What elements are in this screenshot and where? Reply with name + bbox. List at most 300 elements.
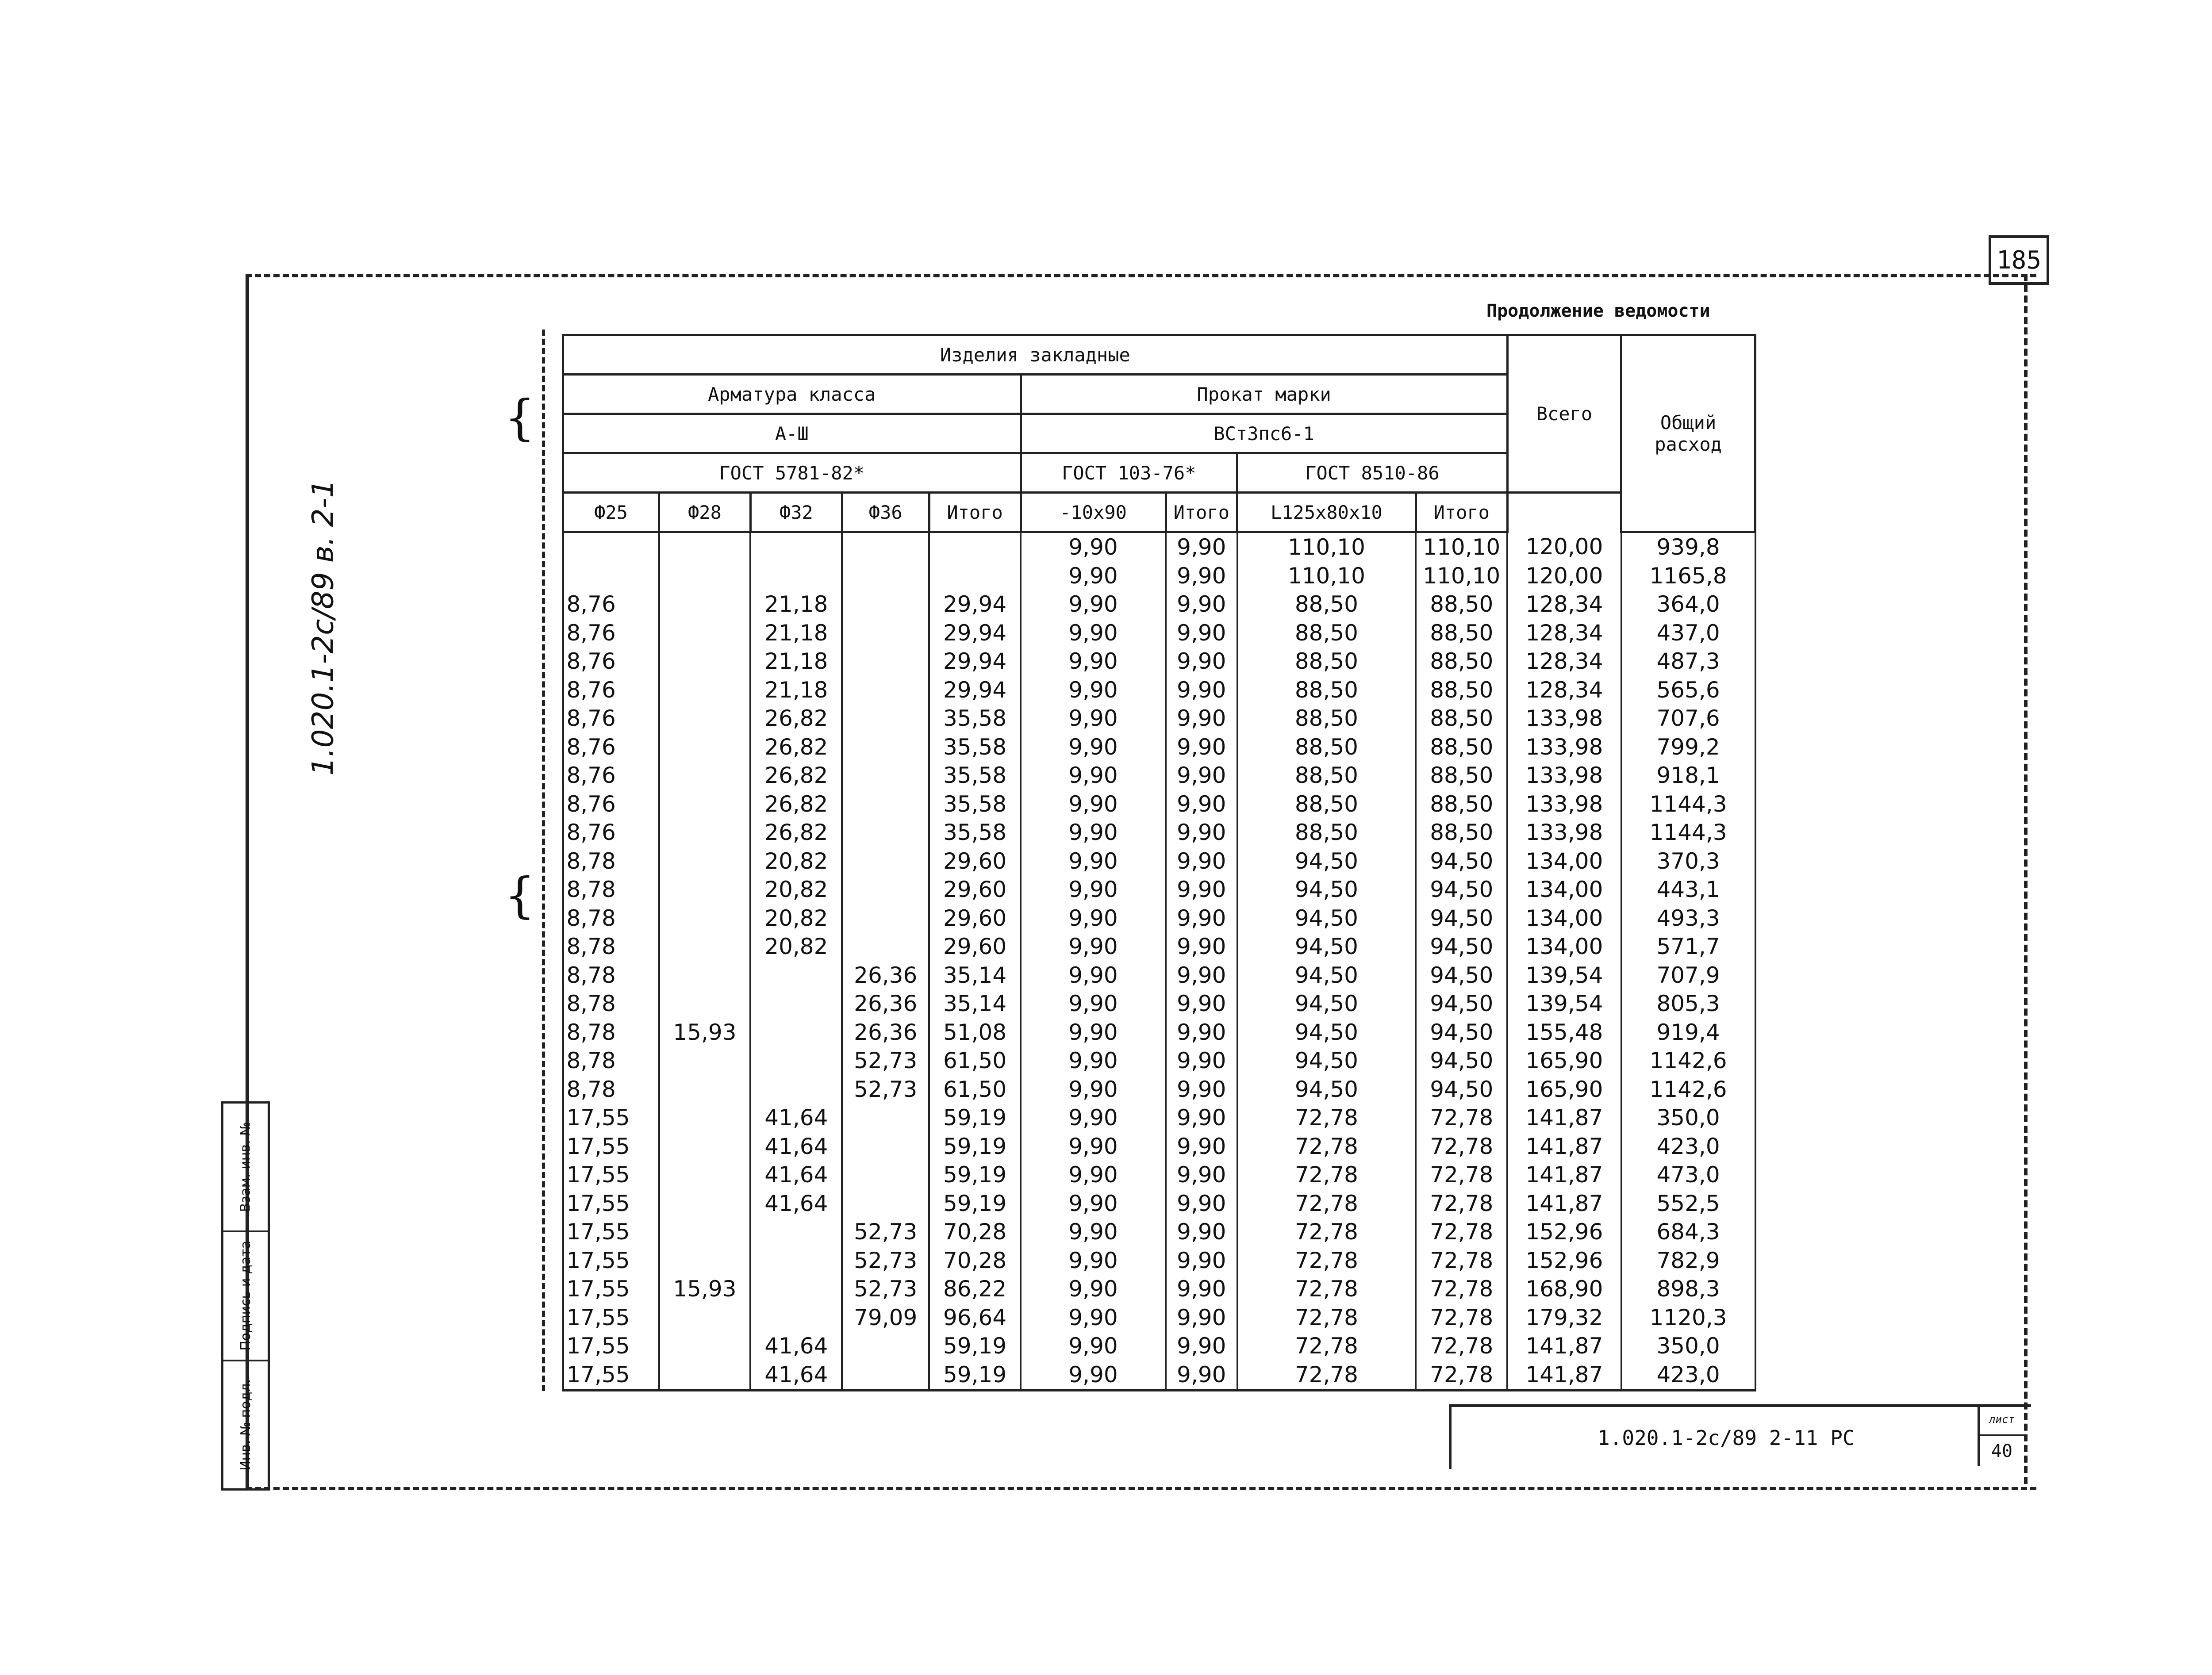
table-cell: 9,90 (1021, 1132, 1166, 1161)
table-row (563, 562, 1755, 590)
table-cell (659, 989, 751, 1018)
table-cell: 88,50 (1416, 676, 1507, 705)
table-cell: 1144,3 (1621, 790, 1755, 819)
table-cell: 364,0 (1621, 590, 1755, 619)
table-cell: 72,78 (1237, 1218, 1416, 1246)
table-cell (842, 1161, 929, 1189)
column-header: Ф36 (842, 493, 929, 532)
table-cell: 9,90 (1166, 1104, 1237, 1132)
table-cell: 94,50 (1416, 904, 1507, 933)
table-cell: 9,90 (1021, 790, 1166, 819)
table-cell (659, 733, 751, 762)
table-cell: 79,09 (842, 1303, 929, 1332)
table-cell: 9,90 (1021, 1046, 1166, 1075)
table-cell (659, 676, 751, 705)
table-cell: 9,90 (1021, 1303, 1166, 1332)
table-cell: 9,90 (1021, 1161, 1166, 1189)
table-cell: 72,78 (1237, 1132, 1416, 1161)
table-row (563, 875, 1755, 904)
table-cell: 94,50 (1416, 1046, 1507, 1075)
header-group: Изделия закладные (563, 335, 1508, 375)
table-cell: 94,50 (1416, 989, 1507, 1018)
table-cell (750, 532, 842, 562)
table-row (563, 1046, 1755, 1075)
table-cell (659, 1218, 751, 1246)
table-cell (659, 532, 751, 562)
table-cell: 35,58 (929, 790, 1021, 819)
table-cell (659, 562, 751, 590)
table-cell: 29,94 (929, 676, 1021, 705)
table-cell: 133,98 (1507, 818, 1621, 847)
table-cell: 9,90 (1021, 532, 1166, 562)
sheet-label: лист (1980, 1404, 2024, 1436)
table-cell: 423,0 (1621, 1361, 1755, 1391)
table-cell (842, 875, 929, 904)
header-obshchiy: Общий расход (1621, 335, 1755, 532)
table-cell: 782,9 (1621, 1246, 1755, 1275)
table-cell (659, 1132, 751, 1161)
table-cell: 8,76 (563, 733, 659, 762)
table-cell: 8,76 (563, 761, 659, 790)
table-cell: 94,50 (1237, 847, 1416, 876)
table-cell: 8,78 (563, 1046, 659, 1075)
table-cell: 9,90 (1166, 619, 1237, 648)
table-cell: 17,55 (563, 1218, 659, 1246)
table-cell: 473,0 (1621, 1161, 1755, 1189)
table-cell: 9,90 (1166, 847, 1237, 876)
table-row (563, 532, 1755, 562)
table-cell (750, 1018, 842, 1047)
table-row (563, 1104, 1755, 1132)
table-cell: 134,00 (1507, 875, 1621, 904)
table-cell: 8,76 (563, 676, 659, 705)
table-cell (659, 1161, 751, 1189)
table-cell: 94,50 (1237, 989, 1416, 1018)
table-cell: 41,64 (750, 1332, 842, 1361)
table-cell: 684,3 (1621, 1218, 1755, 1246)
table-cell: 21,18 (750, 619, 842, 648)
header-gost1: ГОСТ 103-76* (1021, 453, 1237, 493)
table-cell: 707,6 (1621, 704, 1755, 733)
table-cell (842, 1361, 929, 1391)
table-cell: 134,00 (1507, 932, 1621, 961)
table-cell: 94,50 (1237, 1018, 1416, 1047)
table-cell: 29,60 (929, 932, 1021, 961)
materials-table (562, 334, 1756, 1391)
table-cell: 9,90 (1021, 818, 1166, 847)
table-cell: 9,90 (1166, 1246, 1237, 1275)
table-cell: 9,90 (1021, 647, 1166, 676)
table-row (563, 676, 1755, 705)
table-row (563, 1218, 1755, 1246)
table-cell: 128,34 (1507, 676, 1621, 705)
table-row (563, 1361, 1755, 1391)
table-cell: 52,73 (842, 1075, 929, 1104)
table-cell: 9,90 (1021, 1075, 1166, 1104)
table-cell: 8,78 (563, 1075, 659, 1104)
table-cell: 17,55 (563, 1303, 659, 1332)
table-cell (659, 647, 751, 676)
table-cell: 9,90 (1166, 1332, 1237, 1361)
table-cell: 88,50 (1237, 818, 1416, 847)
table-cell: 59,19 (929, 1332, 1021, 1361)
table-cell: 94,50 (1237, 1075, 1416, 1104)
table-cell: 9,90 (1166, 676, 1237, 705)
table-cell: 70,28 (929, 1246, 1021, 1275)
table-row (563, 904, 1755, 933)
table-cell: 9,90 (1166, 818, 1237, 847)
table-cell: 72,78 (1416, 1218, 1507, 1246)
table-cell: 94,50 (1416, 847, 1507, 876)
table-cell: 26,36 (842, 989, 929, 1018)
header-gost2: ГОСТ 8510-86 (1237, 453, 1508, 493)
table-cell: 88,50 (1237, 704, 1416, 733)
table-cell: 94,50 (1416, 961, 1507, 990)
table-row (563, 590, 1755, 619)
table-cell: 487,3 (1621, 647, 1755, 676)
column-header: Итого (1416, 493, 1507, 532)
table-cell: 72,78 (1416, 1132, 1507, 1161)
table-cell: 152,96 (1507, 1246, 1621, 1275)
table-cell: 72,78 (1416, 1104, 1507, 1132)
table-cell (842, 932, 929, 961)
table-cell: 20,82 (750, 875, 842, 904)
table-row (563, 761, 1755, 790)
table-cell: 565,6 (1621, 676, 1755, 705)
table-cell: 9,90 (1166, 1046, 1237, 1075)
table-cell (842, 1332, 929, 1361)
table-row (563, 1303, 1755, 1332)
table-cell: 72,78 (1416, 1303, 1507, 1332)
table-cell: 165,90 (1507, 1046, 1621, 1075)
table-cell: 35,58 (929, 704, 1021, 733)
table-cell: 72,78 (1416, 1189, 1507, 1218)
table-cell (750, 1246, 842, 1275)
table-cell: 15,93 (659, 1275, 751, 1303)
table-cell: 128,34 (1507, 590, 1621, 619)
table-cell: 9,90 (1166, 1075, 1237, 1104)
table-cell (842, 818, 929, 847)
drawing-frame-right (2024, 274, 2028, 1484)
table-cell: 17,55 (563, 1104, 659, 1132)
column-header: Итого (929, 493, 1021, 532)
table-cell: 15,93 (659, 1018, 751, 1047)
table-cell (659, 1332, 751, 1361)
doc-title: Продолжение ведомости (1486, 301, 1710, 321)
table-cell: 898,3 (1621, 1275, 1755, 1303)
table-cell: 94,50 (1416, 1018, 1507, 1047)
table-cell: 370,3 (1621, 847, 1755, 876)
table-cell: 8,78 (563, 875, 659, 904)
table-cell: 110,10 (1237, 532, 1416, 562)
table-cell: 59,19 (929, 1132, 1021, 1161)
table-row (563, 1161, 1755, 1189)
table-cell: 9,90 (1021, 562, 1166, 590)
table-cell: 141,87 (1507, 1189, 1621, 1218)
table-cell: 9,90 (1021, 847, 1166, 876)
table-cell: 9,90 (1166, 562, 1237, 590)
table-cell: 35,58 (929, 733, 1021, 762)
table-cell: 9,90 (1021, 1332, 1166, 1361)
table-cell (563, 532, 659, 562)
header-prokat: Прокат марки (1021, 375, 1507, 414)
table-cell (659, 1361, 751, 1391)
table-cell: 350,0 (1621, 1332, 1755, 1361)
table-row (563, 1189, 1755, 1218)
table-cell: 9,90 (1166, 1275, 1237, 1303)
table-cell (842, 532, 929, 562)
table-row (563, 818, 1755, 847)
table-cell (842, 676, 929, 705)
table-cell: 17,55 (563, 1246, 659, 1275)
column-header: Ф32 (750, 493, 842, 532)
title-block (1449, 1404, 2031, 1469)
table-cell: 8,76 (563, 790, 659, 819)
table-cell: 72,78 (1237, 1361, 1416, 1391)
table-cell (750, 1275, 842, 1303)
table-cell: 29,60 (929, 904, 1021, 933)
table-cell: 9,90 (1166, 1303, 1237, 1332)
table-cell: 9,90 (1166, 704, 1237, 733)
table-cell: 1144,3 (1621, 818, 1755, 847)
table-cell: 21,18 (750, 647, 842, 676)
table-cell: 41,64 (750, 1189, 842, 1218)
header-armatura-gost: ГОСТ 5781-82* (563, 453, 1021, 493)
table-cell: 9,90 (1021, 1246, 1166, 1275)
table-cell: 26,82 (750, 790, 842, 819)
table-cell: 94,50 (1416, 875, 1507, 904)
table-cell: 141,87 (1507, 1361, 1621, 1391)
table-cell: 134,00 (1507, 847, 1621, 876)
table-cell (929, 562, 1021, 590)
table-cell: 9,90 (1166, 961, 1237, 990)
table-cell: 72,78 (1237, 1246, 1416, 1275)
table-cell: 8,78 (563, 989, 659, 1018)
table-cell: 9,90 (1166, 1189, 1237, 1218)
table-cell: 423,0 (1621, 1132, 1755, 1161)
table-cell: 26,82 (750, 704, 842, 733)
table-cell: 88,50 (1416, 704, 1507, 733)
column-header: L125x80x10 (1237, 493, 1416, 532)
table-row (563, 1018, 1755, 1047)
table-cell: 8,78 (563, 1018, 659, 1047)
table-cell: 110,10 (1416, 532, 1507, 562)
table-cell: 9,90 (1021, 704, 1166, 733)
table-cell: 9,90 (1021, 1275, 1166, 1303)
table-cell: 26,82 (750, 818, 842, 847)
table-cell (659, 590, 751, 619)
table-row (563, 1132, 1755, 1161)
table-cell: 72,78 (1237, 1275, 1416, 1303)
table-cell: 17,55 (563, 1332, 659, 1361)
table-cell (750, 1303, 842, 1332)
table-cell: 9,90 (1021, 904, 1166, 933)
table-cell: 9,90 (1021, 989, 1166, 1018)
table-cell: 110,10 (1416, 562, 1507, 590)
header-armatura: Арматура класса (563, 375, 1021, 414)
table-cell: 443,1 (1621, 875, 1755, 904)
table-cell (750, 1075, 842, 1104)
table-cell: 9,90 (1166, 761, 1237, 790)
table-cell: 26,36 (842, 1018, 929, 1047)
table-cell: 35,14 (929, 961, 1021, 990)
table-cell (659, 1075, 751, 1104)
table-cell: 9,90 (1021, 676, 1166, 705)
table-cell: 72,78 (1416, 1332, 1507, 1361)
table-cell (929, 532, 1021, 562)
table-cell (750, 1046, 842, 1075)
table-cell (659, 619, 751, 648)
table-cell: 72,78 (1416, 1161, 1507, 1189)
doc-code: 1.020.1-2с/89 2-11 РС (1598, 1426, 1855, 1450)
table-cell: 350,0 (1621, 1104, 1755, 1132)
table-row (563, 619, 1755, 648)
table-cell: 152,96 (1507, 1218, 1621, 1246)
table-cell: 799,2 (1621, 733, 1755, 762)
table-cell: 141,87 (1507, 1161, 1621, 1189)
table-cell (750, 961, 842, 990)
table-cell (842, 704, 929, 733)
table-row (563, 647, 1755, 676)
table-row (563, 1246, 1755, 1275)
table-cell: 919,4 (1621, 1018, 1755, 1047)
table-cell: 20,82 (750, 847, 842, 876)
table-cell: 9,90 (1021, 1189, 1166, 1218)
table-cell (659, 847, 751, 876)
table-cell: 72,78 (1237, 1161, 1416, 1189)
table-cell: 9,90 (1021, 961, 1166, 990)
table-cell: 9,90 (1166, 875, 1237, 904)
table-cell: 88,50 (1416, 761, 1507, 790)
table-cell: 571,7 (1621, 932, 1755, 961)
table-cell: 9,90 (1021, 619, 1166, 648)
table-cell: 29,94 (929, 619, 1021, 648)
table-cell: 29,60 (929, 875, 1021, 904)
table-cell: 59,19 (929, 1361, 1021, 1391)
table-cell: 41,64 (750, 1361, 842, 1391)
brace-mark: { (504, 867, 535, 924)
table-cell: 59,19 (929, 1161, 1021, 1189)
table-cell (659, 904, 751, 933)
table-cell: 8,76 (563, 590, 659, 619)
table-cell (842, 790, 929, 819)
table-cell: 9,90 (1166, 904, 1237, 933)
table-cell (842, 761, 929, 790)
table-cell: 165,90 (1507, 1075, 1621, 1104)
side-stamp-cell: Взам. инв. № (223, 1104, 268, 1232)
table-cell (842, 647, 929, 676)
table-cell: 88,50 (1416, 590, 1507, 619)
table-cell: 72,78 (1237, 1104, 1416, 1132)
table-cell: 9,90 (1166, 1161, 1237, 1189)
table-cell (659, 1189, 751, 1218)
table-row (563, 733, 1755, 762)
table-cell: 8,78 (563, 847, 659, 876)
table-cell: 35,58 (929, 761, 1021, 790)
table-cell (659, 875, 751, 904)
table-cell: 29,94 (929, 647, 1021, 676)
header-armatura-class: А-Ш (563, 414, 1021, 453)
table-cell: 94,50 (1416, 1075, 1507, 1104)
table-cell: 61,50 (929, 1075, 1021, 1104)
table-cell: 72,78 (1416, 1246, 1507, 1275)
table-row (563, 1332, 1755, 1361)
table-cell (842, 562, 929, 590)
table-cell: 9,90 (1166, 989, 1237, 1018)
table-cell: 139,54 (1507, 989, 1621, 1018)
table-cell (842, 1132, 929, 1161)
table-cell: 94,50 (1237, 875, 1416, 904)
table-cell: 88,50 (1237, 676, 1416, 705)
table-cell: 9,90 (1166, 647, 1237, 676)
table-cell: 8,76 (563, 619, 659, 648)
table-cell: 52,73 (842, 1275, 929, 1303)
table-cell: 17,55 (563, 1275, 659, 1303)
table-cell: 35,58 (929, 818, 1021, 847)
table-cell: 8,78 (563, 932, 659, 961)
table-cell: 9,90 (1166, 1361, 1237, 1391)
table-cell: 179,32 (1507, 1303, 1621, 1332)
table-cell: 9,90 (1021, 1218, 1166, 1246)
table-cell (659, 1303, 751, 1332)
table-cell: 9,90 (1166, 733, 1237, 762)
table-cell: 9,90 (1166, 932, 1237, 961)
table-cell (750, 1218, 842, 1246)
table-cell: 139,54 (1507, 961, 1621, 990)
table-cell: 493,3 (1621, 904, 1755, 933)
table-row (563, 989, 1755, 1018)
table-cell: 128,34 (1507, 647, 1621, 676)
table-cell: 41,64 (750, 1104, 842, 1132)
table-cell: 52,73 (842, 1218, 929, 1246)
table-cell: 120,00 (1507, 532, 1621, 562)
table-cell: 437,0 (1621, 619, 1755, 648)
table-cell: 88,50 (1237, 790, 1416, 819)
table-cell (842, 847, 929, 876)
table-cell: 88,50 (1416, 647, 1507, 676)
table-cell: 9,90 (1021, 590, 1166, 619)
table-cell: 26,82 (750, 761, 842, 790)
table-cell: 9,90 (1021, 1361, 1166, 1391)
table-cell: 59,19 (929, 1104, 1021, 1132)
table-cell (842, 619, 929, 648)
table-cell: 134,00 (1507, 904, 1621, 933)
table-cell: 21,18 (750, 590, 842, 619)
header-prokat-grade: ВСт3пс6-1 (1021, 414, 1507, 453)
table-cell (842, 1104, 929, 1132)
table-cell: 939,8 (1621, 532, 1755, 562)
table-row (563, 1275, 1755, 1303)
table-cell: 120,00 (1507, 562, 1621, 590)
table-cell: 70,28 (929, 1218, 1021, 1246)
table-cell: 133,98 (1507, 790, 1621, 819)
table-cell: 128,34 (1507, 619, 1621, 648)
table-cell: 9,90 (1021, 932, 1166, 961)
margin-code: 1.020.1-2с/89 в. 2-1 (306, 479, 340, 776)
table-cell: 88,50 (1237, 733, 1416, 762)
table-row (563, 932, 1755, 961)
table-cell: 552,5 (1621, 1189, 1755, 1218)
table-cell: 94,50 (1237, 904, 1416, 933)
table-cell: 72,78 (1237, 1332, 1416, 1361)
table-cell: 9,90 (1166, 1132, 1237, 1161)
table-cell: 88,50 (1416, 619, 1507, 648)
table-cell (842, 1189, 929, 1218)
table-cell: 94,50 (1237, 1046, 1416, 1075)
table-cell (842, 590, 929, 619)
column-header: Ф25 (563, 493, 659, 532)
table-cell (659, 704, 751, 733)
